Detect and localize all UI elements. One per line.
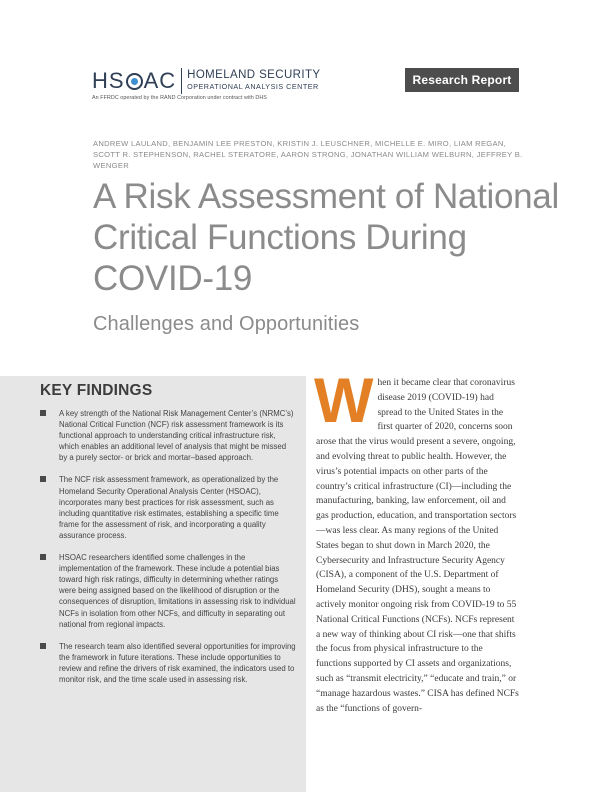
page-subtitle: Challenges and Opportunities xyxy=(93,313,360,335)
key-finding-text: A key strength of the National Risk Management Center’s (NRMC’s) National Critical Function (NCF) risk assessment framework is its functional approach to understanding critical infrastructure risk, which enables an additional level of analysis that might be missed by a purely sector- or brick and mortar–based approach. xyxy=(59,409,294,463)
body-paragraph: hen it became clear that coronavirus disease 2019 (COVID-19) had spread to the United States in the first quarter of 2020, concerns soon arose that the virus would present a severe, ongoing, and evolving threat to public health. However, the virus’s potential impacts on other parts of the country’s critical infrastructure (CI)—including the manufacturing, banking, law enforcement, oil and gas production, education, and transportation sectors—was less clear. As many regions of the United States began to shut down in March 2020, the Cybersecurity and Infrastructure Security Agency (CISA), a component of the U.S. Department of Homeland Security (DHS), sought a means to actively monitor ongoing risk from COVID-19 to 55 National Critical Functions (NCFs). NCFs represent a new way of thinking about CI risk—one that shifts the focus from physical infrastructure to the functions supported by CI assets and organizations, such as “transmit electricity,” “educate and train,” or “manage hazardous wastes.” CISA has defined NCFs as the “functions of govern- xyxy=(316,378,519,714)
body-text-column xyxy=(314,366,520,716)
square-bullet-icon xyxy=(40,554,46,560)
logo-text xyxy=(187,70,320,92)
logo-mark: HS AC xyxy=(92,68,177,93)
square-bullet-icon xyxy=(40,410,46,416)
key-findings-heading: KEY FINDINGS xyxy=(40,382,153,399)
square-bullet-icon xyxy=(40,643,46,649)
hsoac-logo xyxy=(92,66,320,96)
page-title: A Risk Assessment of National Critical Functions During COVID-19 xyxy=(93,177,559,298)
key-finding-text: HSOAC researchers identified some challenges in the implementation of the framework. These include a potential bias toward high risk ratings, difficulty in determining whether ratings were being assigned based on the likelihood of disruption or the consequences of disruption, limitations in assessing risk to individual NCFs in isolation from other NCFs, and difficulty in separating out national from regional impacts. xyxy=(59,553,296,629)
key-finding-text: The research team also identified several opportunities for improving the framework in future iterations. These include opportunities to review and refine the drivers of risk examined, the indicators used to monitor risk, and the time scale used in assessing risk. xyxy=(59,641,296,684)
key-finding-text: The NCF risk assessment framework, as operationalized by the Homeland Security Operational Analysis Center (HSOAC), incorporates many best practices for risk assessment, such as including quantitative risk estimates, establishing a specific time frame for the assessment of risk, and incorporating a quality assurance process. xyxy=(59,475,279,540)
logo-divider xyxy=(181,68,182,94)
key-finding-item xyxy=(40,641,296,685)
key-finding-item xyxy=(40,474,296,541)
logo-line1: HOMELAND SECURITY xyxy=(187,69,321,81)
key-finding-item xyxy=(40,552,296,630)
globe-icon xyxy=(126,73,143,90)
key-finding-item xyxy=(40,408,296,463)
report-type-badge: Research Report xyxy=(405,68,519,92)
tagline: An FFRDC operated by the RAND Corporation under contract with DHS xyxy=(92,95,267,101)
key-findings-list xyxy=(40,408,296,696)
drop-cap: W xyxy=(314,366,374,436)
square-bullet-icon xyxy=(40,476,46,482)
logo-line2: OPERATIONAL ANALYSIS CENTER xyxy=(187,82,319,91)
author-list: ANDREW LAULAND, BENJAMIN LEE PRESTON, KRISTIN J. LEUSCHNER, MICHELLE E. MIRO, LIAM REGAN, SCOTT R. STEPHENSON, RACHEL STERATORE, AARON STRONG, JONATHAN WILLIAM WELBURN, JEFFREY B. WENGER xyxy=(93,139,523,170)
